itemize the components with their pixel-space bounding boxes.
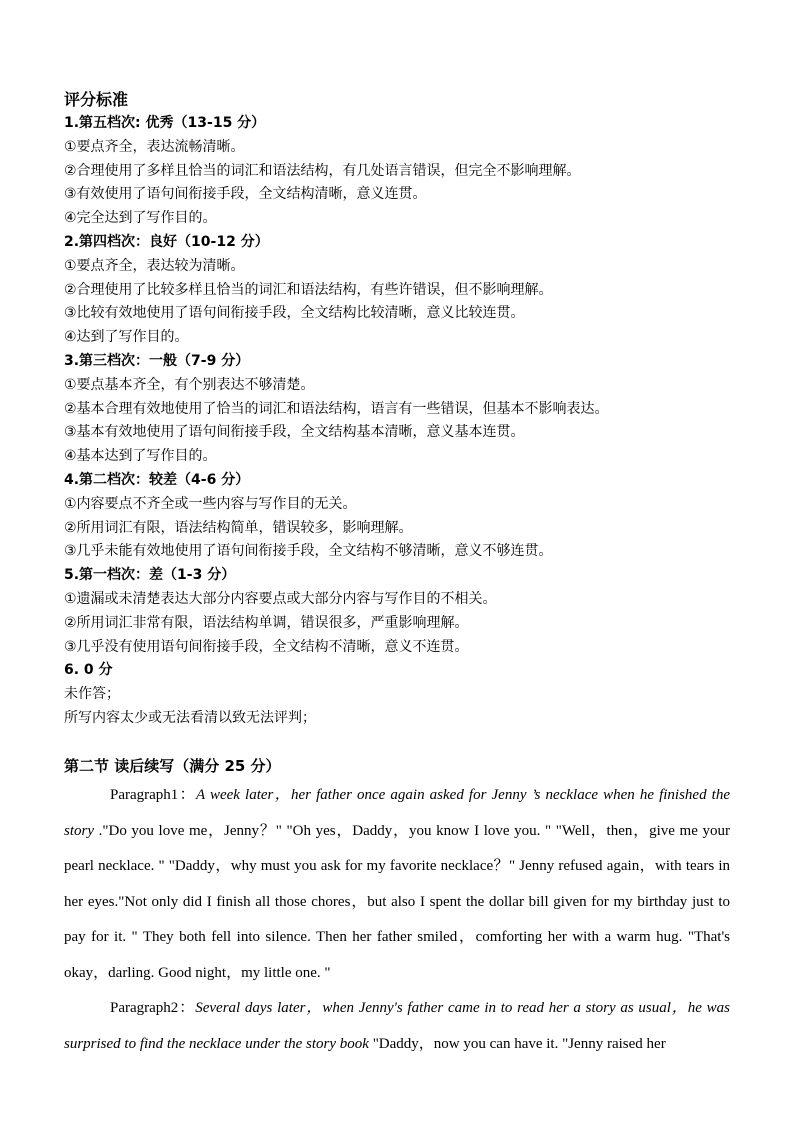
criterion-item: 所写内容太少或无法看清以致无法评判； — [64, 709, 316, 726]
criterion-item: ③有效使用了语句间衔接手段，全文结构清晰，意义连贯。 — [64, 186, 427, 203]
criterion-item: ②合理使用了比较多样且恰当的词汇和语法结构，有些许错误，但不影响理解。 — [64, 281, 553, 298]
criterion-item: ③比较有效地使用了语句间衔接手段，全文结构比较清晰，意义比较连贯。 — [64, 305, 525, 322]
level-heading: 5.第一档次：差（1-3 分） — [64, 567, 236, 584]
criterion-item: 未作答； — [64, 686, 120, 703]
criterion-item: ③几乎未能有效地使用了语句间衔接手段，全文结构不够清晰，意义不够连贯。 — [64, 543, 553, 560]
criterion-item: ③基本有效地使用了语句间衔接手段，全文结构基本清晰，意义基本连贯。 — [64, 424, 525, 441]
criterion-item: ①要点齐全，表达流畅清晰。 — [64, 138, 245, 155]
level-heading: 4.第二档次：较差（4-6 分） — [64, 471, 250, 488]
paragraph-1-prompt: A week later，her father once again asked for Jenny ’s necklace when he finished the story — [64, 787, 730, 839]
criterion-item: ②合理使用了多样且恰当的词汇和语法结构，有几处语言错误，但完全不影响理解。 — [64, 162, 581, 179]
level-heading: 2.第四档次：良好（10-12 分） — [64, 233, 269, 250]
criterion-item: ③几乎没有使用语句间衔接手段，全文结构不清晰，意义不连贯。 — [64, 638, 469, 655]
level-heading: 6. 0 分 — [64, 662, 113, 679]
paragraph-1-text: ."Do you love me，Jenny？" "Oh yes，Daddy，you know I love you. " "Well，then，give me your pearl necklace. " "Daddy，why must you ask for my favorite necklace？" Jenny refused again，with tears in her eyes."Not only did I finish all those chores，but also I spent the dollar bill given for my birthday just to pay for it. " They both fell into silence. Then her father smiled，comforting her with a warm hug. "That's okay，darling. Good night，my little one. " — [64, 822, 730, 981]
paragraph-1 — [64, 778, 730, 991]
criterion-item: ④基本达到了写作目的。 — [64, 448, 217, 465]
essay-body — [64, 778, 730, 1062]
paragraph-2 — [64, 991, 730, 1062]
criterion-item: ②所用词汇有限，语法结构简单，错误较多，影响理解。 — [64, 519, 413, 536]
level-heading: 1.第五档次: 优秀（13-15 分） — [64, 115, 266, 131]
criterion-item: ①要点齐全，表达较为清晰。 — [64, 257, 245, 274]
paragraph-1-label: Paragraph1： — [110, 787, 196, 803]
criterion-item: ④达到了写作目的。 — [64, 329, 189, 346]
criterion-item: ①内容要点不齐全或一些内容与写作目的无关。 — [64, 495, 357, 512]
level-heading: 3.第三档次：一般（7-9 分） — [64, 352, 250, 369]
paragraph-2-label: Paragraph2： — [110, 1000, 196, 1016]
criterion-item: ①要点基本齐全，有个别表达不够清楚。 — [64, 376, 315, 393]
section2-heading: 第二节 读后续写（满分 25 分） — [64, 757, 281, 775]
criterion-item: ②所用词汇非常有限，语法结构单调，错误很多，严重影响理解。 — [64, 614, 469, 631]
rubric-title: 评分标准 — [64, 90, 129, 109]
paragraph-2-text: "Daddy，now you can have it. "Jenny raised her — [368, 1035, 666, 1052]
rubric-levels — [64, 112, 734, 731]
criterion-item: ④完全达到了写作目的。 — [64, 210, 217, 227]
criterion-item: ②基本合理有效地使用了恰当的词汇和语法结构，语言有一些错误，但基本不影响表达。 — [64, 400, 609, 417]
criterion-item: ①遗漏或未清楚表达大部分内容要点或大部分内容与写作目的不相关。 — [64, 590, 497, 607]
paragraph-2-prompt: Several days later，when Jenny's father came in to read her a story as usual，he was surprised to find the necklace under the story book — [64, 1000, 730, 1052]
rubric-section — [64, 88, 734, 731]
